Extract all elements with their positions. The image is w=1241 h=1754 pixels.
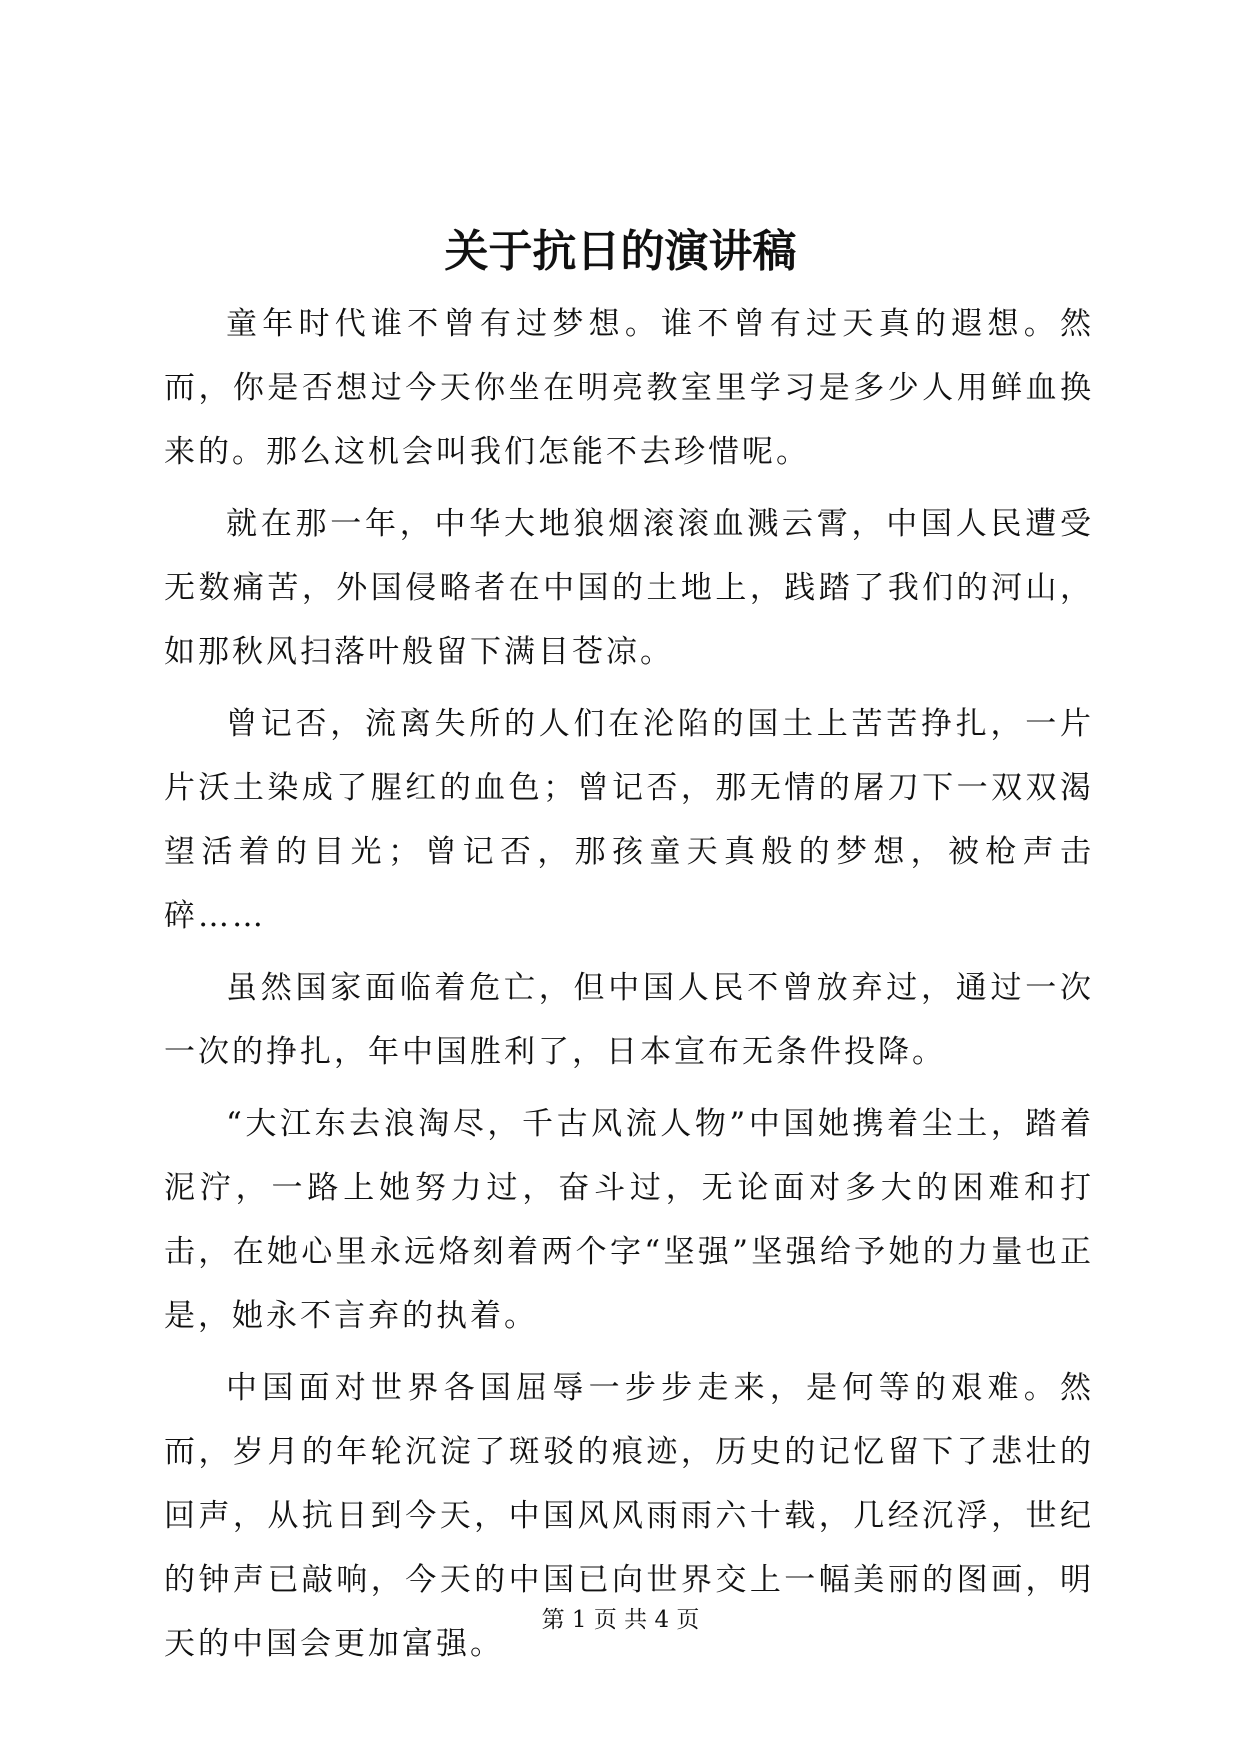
paragraph-5: “大江东去浪淘尽，千古风流人物”中国她携着尘土，踏着泥泞，一路上她努力过，奋斗过，无论面对多大的困难和打击，在她心里永远烙刻着两个字“坚强”坚强给予她的力量也正是，她永不言弃的执着。 (164, 1106, 1094, 1334)
page-footer: 第 1 页 共 4 页 (541, 1607, 700, 1633)
paragraph-1: 童年时代谁不曾有过梦想。谁不曾有过天真的遐想。然而，你是否想过今天你坐在明亮教室里学习是多少人用鲜血换来的。那么这机会叫我们怎能不去珍惜呢。 (164, 306, 1094, 470)
document-title: 关于抗日的演讲稿 (444, 226, 797, 277)
paragraph-3: 曾记否，流离失所的人们在沦陷的国土上苦苦挣扎，一片片沃土染成了腥红的血色；曾记否，那无情的屠刀下一双双渴望活着的目光；曾记否，那孩童天真般的梦想，被枪声击碎…… (164, 706, 1094, 934)
paragraph-4: 虽然国家面临着危亡，但中国人民不曾放弃过，通过一次一次的挣扎，年中国胜利了，日本宣布无条件投降。 (164, 970, 1094, 1070)
paragraph-6: 中国面对世界各国屈辱一步步走来，是何等的艰难。然而，岁月的年轮沉淀了斑驳的痕迹，历史的记忆留下了悲壮的回声，从抗日到今天，中国风风雨雨六十载，几经沉浮，世纪的钟声已敲响，今天的中国已向世界交上一幅美丽的图画，明天的中国会更加富强。 (164, 1370, 1094, 1662)
paragraph-2: 就在那一年，中华大地狼烟滚滚血溅云霄，中国人民遭受无数痛苦，外国侵略者在中国的土地上，践踏了我们的河山，如那秋风扫落叶般留下满目苍凉。 (164, 506, 1094, 670)
document-body (164, 292, 1094, 1684)
